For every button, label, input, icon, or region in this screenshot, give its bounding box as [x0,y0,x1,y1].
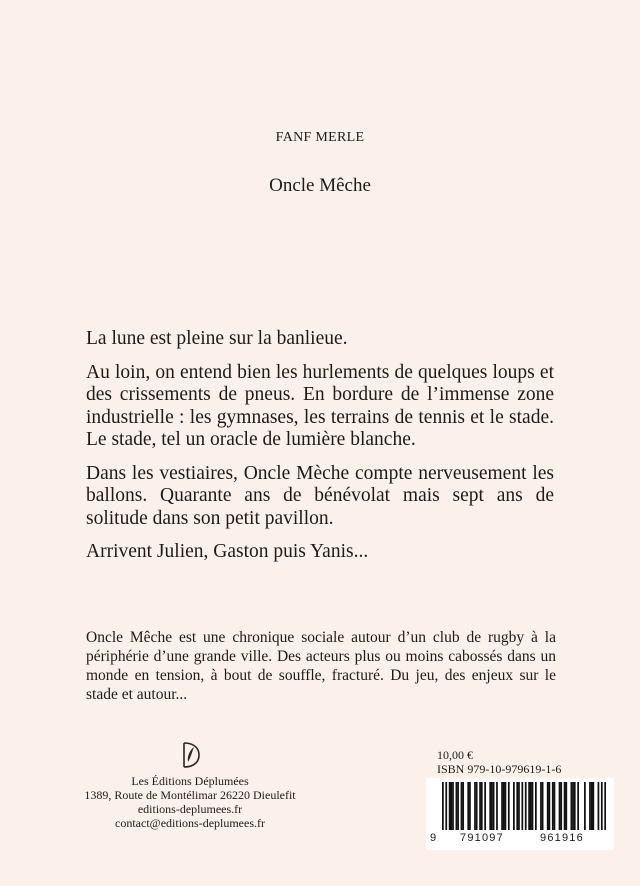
book-title: Oncle Mêche [269,175,371,196]
barcode [426,778,614,850]
excerpt-paragraph: Arrivent Julien, Gaston puis Yanis... [86,541,369,562]
publisher-name: Les Éditions Déplumées [131,774,249,788]
publisher-logo-icon [178,740,202,770]
barcode-bars [442,782,606,830]
isbn: ISBN 979-10-979619-1-6 [437,762,562,776]
excerpt-paragraph: La lune est pleine sur la banlieue. [86,328,348,349]
barcode-first-digit: 9 [430,832,437,844]
summary [86,628,556,704]
publisher-website: editions-deplumees.fr [137,802,243,816]
summary-paragraph: Oncle Mêche est une chronique sociale autour d’un club de rugby à la périphérie d’une grande ville. Des acteurs plus ou moins cabossés dans un monde en tension, à bout de souffle, fracturé. Du jeu, des enjeux sur le stade et autour... [86,629,556,703]
barcode-right-group: 961916 [540,832,584,844]
price: 10,00 € [437,748,473,762]
publisher-address: 1389, Route de Montélimar 26220 Dieulefit [84,788,296,802]
excerpt-paragraph: Dans les vestiaires, Oncle Mèche compte nerveusement les ballons. Quarante ans de bénévolat mais sept ans de solitude dans son petit pavillon. [86,462,554,529]
price-block [437,748,612,776]
author-name: FANF MERLE [275,130,365,145]
barcode-left-group: 791097 [460,832,504,844]
publisher-email: contact@editions-deplumees.fr [115,816,265,830]
excerpt-paragraph: Au loin, on entend bien les hurlements de quelques loups et des crissements de pneus. En bordure de l’immense zone industrielle : les gymnases, les terrains de tennis et le stade. Le stade, tel un oracle de lumière blanche. [86,361,554,450]
excerpt [86,328,554,575]
publisher-block [70,740,310,830]
barcode-digits [430,832,610,846]
